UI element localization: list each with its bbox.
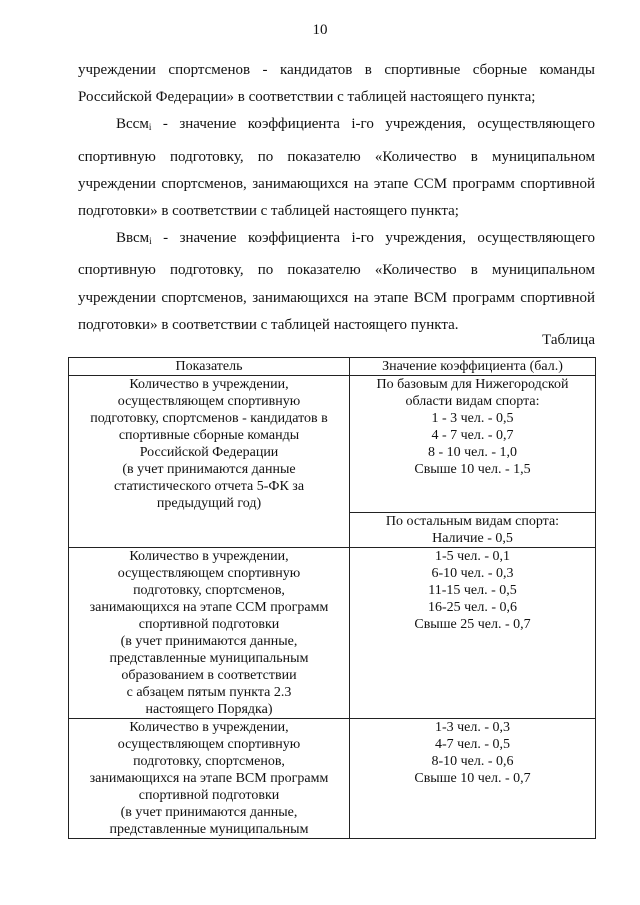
cell-line: Количество в учреждении, <box>129 549 289 564</box>
cell-line: подготовку, спортсменов, <box>133 583 285 598</box>
cell-line: 8 - 10 чел. - 1,0 <box>427 445 518 460</box>
cell-line: 16-25 чел. - 0,6 <box>427 600 518 615</box>
cell-line: Свыше 10 чел. - 1,5 <box>414 462 531 477</box>
indicator-cell <box>69 548 350 719</box>
indicator-cell <box>69 719 350 839</box>
cell-line: Свыше 10 чел. - 0,7 <box>414 771 531 786</box>
value-cell <box>350 548 596 719</box>
paragraph-vssm-text: - значение коэффициента i-го учреждения, осуществляющего спортивную подготовку, по показателю «Количество в муниципальном учреждении спортсменов, занимающихся на этапе ССМ программ спортивной подготовки» в соответствии с таблицей настоящего пункта; <box>78 116 595 220</box>
value-cell <box>350 376 596 513</box>
cell-line: занимающихся на этапе ССМ программ <box>89 600 329 615</box>
cell-line: осуществляющем спортивную <box>117 566 301 581</box>
value-cell <box>350 719 596 839</box>
cell-line: 1 - 3 чел. - 0,5 <box>431 411 514 426</box>
paragraph-continuation: учреждении спортсменов - кандидатов в спортивные сборные команды Российской Федерации» в соответствии с таблицей настоящего пункта; <box>78 62 595 106</box>
cell-line: занимающихся на этапе ВСМ программ <box>89 771 329 786</box>
cell-line: осуществляющем спортивную <box>117 737 301 752</box>
symbol-vssm: Вссм <box>116 116 149 133</box>
cell-line: подготовку, спортсменов - кандидатов в <box>90 411 328 426</box>
document-body <box>78 57 595 339</box>
paragraph-vssm <box>78 111 595 225</box>
cell-line: 6-10 чел. - 0,3 <box>431 566 514 581</box>
cell-line: По базовым для Нижегородской <box>376 377 569 392</box>
cell-line: 1-5 чел. - 0,1 <box>434 549 511 564</box>
cell-line: 1-3 чел. - 0,3 <box>434 720 511 735</box>
header-indicator: Показатель <box>69 358 350 376</box>
table-row <box>69 719 596 839</box>
cell-line: 4-7 чел. - 0,5 <box>434 737 511 752</box>
table-row <box>69 548 596 719</box>
symbol-vvsm: Ввсм <box>116 230 150 247</box>
cell-line: представленные муниципальным <box>109 822 309 837</box>
table-row <box>69 376 596 513</box>
cell-line: Количество в учреждении, <box>129 377 289 392</box>
cell-line: спортивной подготовки <box>138 788 280 803</box>
value-cell <box>350 513 596 548</box>
cell-line <box>354 495 591 512</box>
cell-line: (в учет принимаются данные, <box>120 634 298 649</box>
table-header-row <box>69 358 596 376</box>
cell-line: области видам спорта: <box>405 394 540 409</box>
cell-line: 4 - 7 чел. - 0,7 <box>431 428 514 443</box>
symbol-index: i <box>149 236 152 247</box>
cell-line: статистического отчета 5-ФК за <box>113 479 305 494</box>
symbol-index: i <box>148 122 152 133</box>
cell-line: 8-10 чел. - 0,6 <box>431 754 514 769</box>
cell-line: Количество в учреждении, <box>129 720 289 735</box>
paragraph-vvsm-text: - значение коэффициента i-го учреждения, осуществляющего спортивную подготовку, по показателю «Количество в муниципальном учреждении спортсменов, занимающихся на этапе ВСМ программ спортивной подготовки» в соответствии с таблицей настоящего пункта. <box>78 230 595 333</box>
cell-line: образованием в соответствии <box>121 668 297 683</box>
cell-line: с абзацем пятым пункта 2.3 <box>126 685 292 700</box>
header-coefficient: Значение коэффициента (бал.) <box>350 358 596 376</box>
cell-line: предыдущий год) <box>156 496 262 511</box>
cell-line: Свыше 25 чел. - 0,7 <box>414 617 531 632</box>
cell-line: Российской Федерации <box>139 445 279 460</box>
indicator-cell <box>69 376 350 548</box>
cell-line: настоящего Порядка) <box>145 702 273 717</box>
cell-line: спортивной подготовки <box>138 617 280 632</box>
coefficient-table <box>68 357 596 839</box>
cell-line: 11-15 чел. - 0,5 <box>428 583 517 598</box>
table-caption: Таблица <box>542 332 595 348</box>
cell-line: (в учет принимаются данные, <box>120 805 298 820</box>
cell-line: спортивные сборные команды <box>118 428 300 443</box>
cell-line: осуществляющем спортивную <box>117 394 301 409</box>
paragraph-vvsm <box>78 225 595 339</box>
cell-line: (в учет принимаются данные <box>122 462 296 477</box>
cell-line: представленные муниципальным <box>109 651 309 666</box>
page-number: 10 <box>312 22 328 38</box>
cell-line: подготовку, спортсменов, <box>133 754 285 769</box>
cell-line <box>354 478 591 495</box>
cell-line: По остальным видам спорта: <box>385 514 560 529</box>
cell-line: Наличие - 0,5 <box>432 531 513 546</box>
